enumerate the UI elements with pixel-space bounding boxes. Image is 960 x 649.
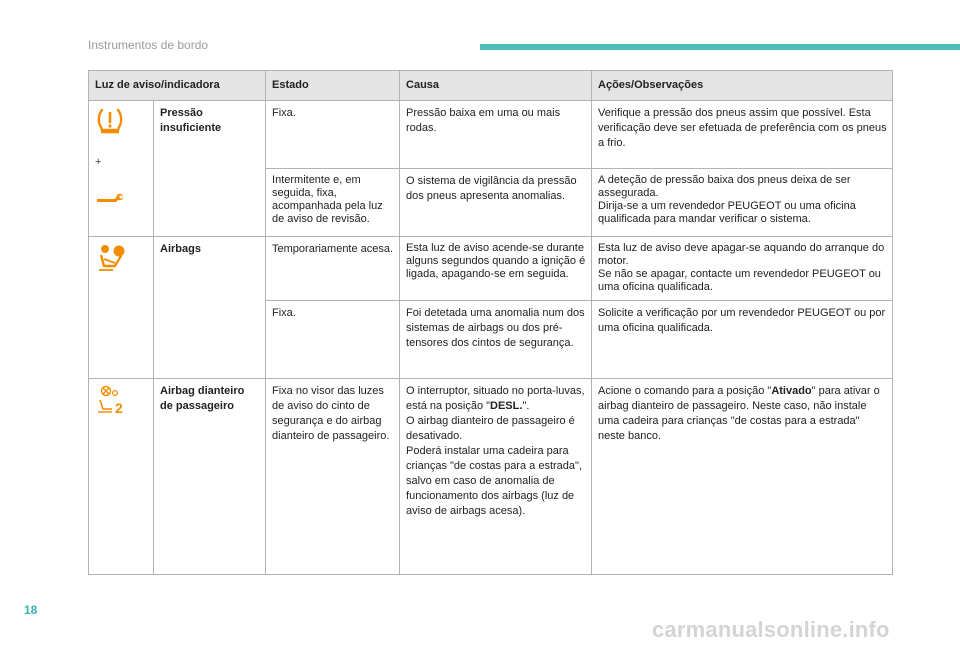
- acoes-text: A deteção de pressão baixa dos pneus deixa de ser assegurada.: [598, 174, 851, 199]
- header-estado: Estado: [266, 71, 400, 101]
- lamp-name-cell: [154, 101, 266, 237]
- causa-text: O airbag dianteiro de passageiro é desativado.: [406, 415, 575, 442]
- acoes-cell: Verifique a pressão dos pneus assim que possível. Esta verificação deve ser efetuada de preferência com os pneus a frio.: [592, 101, 893, 169]
- keyword-ativado: Ativado: [771, 385, 812, 397]
- causa-text: [406, 384, 586, 414]
- acoes-text-part: Acione o comando para a posição ": [598, 385, 772, 397]
- estado-cell: Intermitente e, em seguida, fixa, acompanhada pela luz de aviso de revisão.: [266, 169, 400, 237]
- causa-cell: Pressão baixa em uma ou mais rodas.: [400, 101, 592, 169]
- acoes-text: Se não se apagar, contacte um revendedor PEUGEOT ou uma oficina qualificada.: [598, 268, 881, 293]
- passenger-icon-cell: [89, 379, 154, 575]
- passenger-airbag-off-icon: [95, 384, 129, 414]
- table-row: [89, 101, 893, 169]
- causa-cell: [400, 379, 592, 575]
- header-acoes: Ações/Observações: [592, 71, 893, 101]
- causa-cell: O sistema de vigilância da pressão dos pneus apresenta anomalias.: [400, 169, 592, 237]
- estado-cell: Fixa.: [266, 101, 400, 169]
- airbag-icon-cell: [89, 237, 154, 379]
- causa-cell: Foi detetada uma anomalia num dos sistemas de airbags ou dos pré-tensores dos cintos de segurança.: [400, 301, 592, 379]
- plus-sign: +: [95, 156, 102, 168]
- keyword-desl: DESL.: [490, 400, 523, 412]
- lamp-name-cell: [154, 237, 266, 379]
- acoes-text-part: " para ativar o airbag dianteiro de passageiro. Neste caso, não instale uma cadeira para crianças "de costas para a estrada" neste banco.: [598, 385, 880, 442]
- airbag-warning-icon: [95, 242, 129, 272]
- watermark: carmanualsonline.info: [652, 617, 890, 642]
- tyre-icon-cell: [89, 101, 154, 237]
- wrench-service-icon: [95, 190, 125, 204]
- acoes-cell: [592, 379, 893, 575]
- table-header-row: [89, 71, 893, 101]
- estado-cell: Fixa no visor das luzes de aviso do cinto de segurança e do airbag dianteiro de passageiro.: [266, 379, 400, 575]
- acoes-text: Dirija-se a um revendedor PEUGEOT ou uma oficina qualificada para mandar verificar o sistema.: [598, 200, 856, 225]
- acoes-cell: [592, 169, 893, 237]
- page-number: 18: [24, 603, 38, 617]
- lamp-name: Airbag dianteiro de passageiro: [160, 385, 245, 412]
- acoes-cell: [592, 237, 893, 301]
- estado-cell: Temporariamente acesa.: [266, 237, 400, 301]
- header-luz: Luz de aviso/indicadora: [89, 71, 266, 101]
- lamp-name-cell: [154, 379, 266, 575]
- section-title: Instrumentos de bordo: [88, 38, 209, 52]
- tyre-pressure-warning-icon: [95, 106, 125, 134]
- acoes-text: Esta luz de aviso deve apagar-se aquando do arranque do motor.: [598, 242, 885, 267]
- section-accent-bar: [480, 44, 960, 50]
- causa-text-part: O interruptor, situado no porta-luvas, está na posição ": [406, 385, 585, 412]
- lamp-name: Airbags: [160, 243, 201, 255]
- header-causa: Causa: [400, 71, 592, 101]
- table-row: [89, 379, 893, 575]
- table-row: [89, 237, 893, 301]
- causa-text: Poderá instalar uma cadeira para crianças "de costas para a estrada", salvo em caso de anomalia de funcionamento dos airbags (luz de aviso de airbags acesa).: [406, 445, 582, 517]
- svg-text:2: 2: [115, 400, 123, 414]
- causa-text-part: ".: [522, 400, 530, 412]
- warning-lights-table: [88, 70, 893, 575]
- estado-cell: Fixa.: [266, 301, 400, 379]
- lamp-name: Pressão insuficiente: [160, 107, 222, 134]
- causa-cell: Esta luz de aviso acende-se durante alguns segundos quando a ignição é ligada, apagando-se em seguida.: [400, 237, 592, 301]
- acoes-cell: Solicite a verificação por um revendedor PEUGEOT ou por uma oficina qualificada.: [592, 301, 893, 379]
